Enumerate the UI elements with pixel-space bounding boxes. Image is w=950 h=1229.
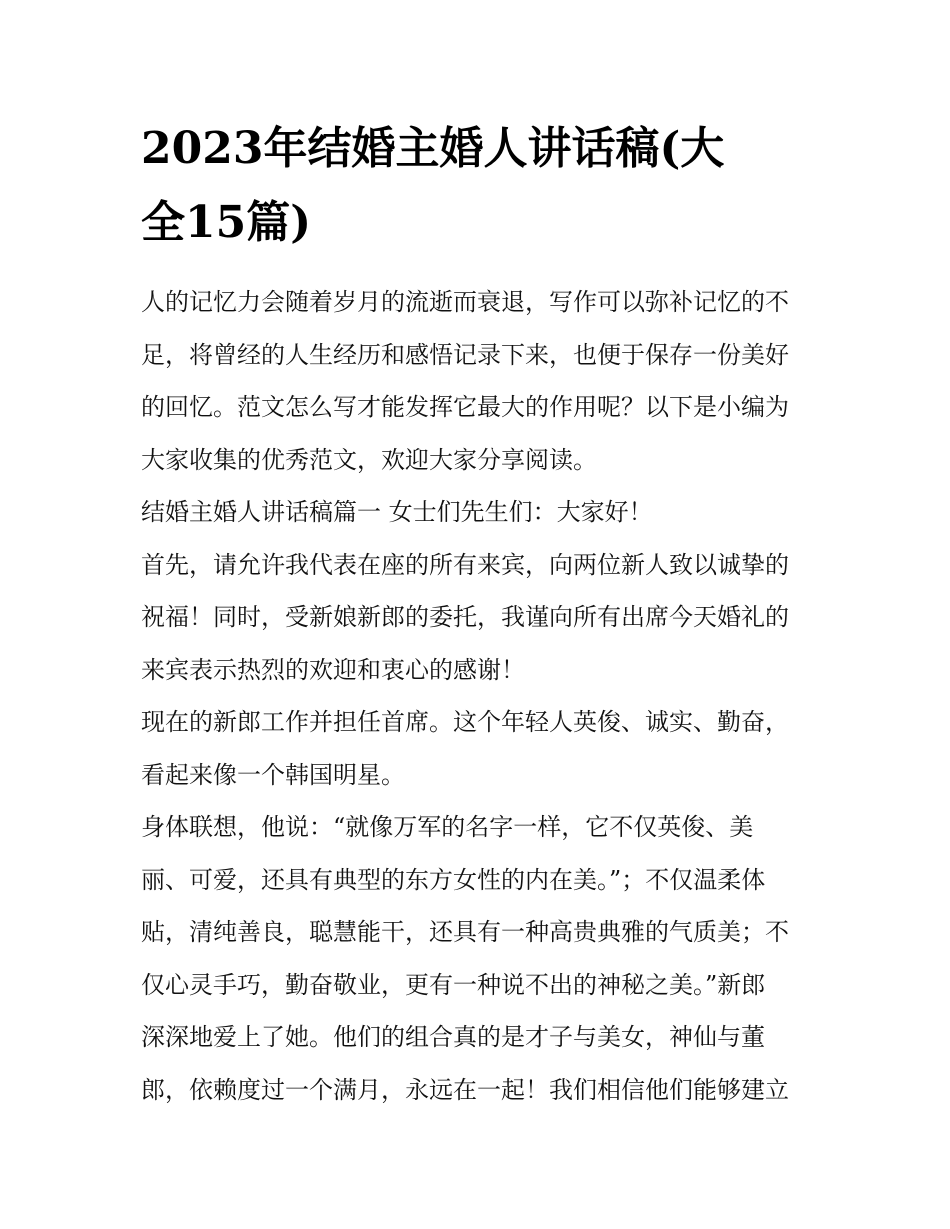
intro-paragraph xyxy=(141,276,813,486)
text-line: 现在的新郎工作并担任首席。这个年轻人英俊、诚实、勤奋， xyxy=(141,708,789,736)
document-page xyxy=(141,112,813,1116)
document-body xyxy=(141,276,813,1116)
title-line-1: 2023年结婚主婚人讲话稿(大 xyxy=(141,123,725,174)
text-line: 丽、可爱，还具有典型的东方女性的内在美。”；不仅温柔体 xyxy=(141,865,766,894)
text-line: 的回忆。范文怎么写才能发挥它最大的作用呢？以下是小编为 xyxy=(141,393,789,421)
text-line: 贴，清纯善良，聪慧能干，还具有一种高贵典雅的气质美；不 xyxy=(141,918,789,946)
greeting-paragraph xyxy=(141,539,813,697)
text-line: 看起来像一个韩国明星。 xyxy=(141,760,405,789)
text-line: 身体联想，他说：“就像万军的名字一样，它不仅英俊、美 xyxy=(141,813,754,841)
text-line: 首先，请允许我代表在座的所有来宾，向两位新人致以诚挚的 xyxy=(141,550,789,579)
text-line: 来宾表示热烈的欢迎和衷心的感谢！ xyxy=(141,655,525,684)
text-line: 大家收集的优秀范文，欢迎大家分享阅读。 xyxy=(141,445,597,474)
section-heading-paragraph xyxy=(141,486,813,539)
document-title xyxy=(141,112,813,260)
text-line: 人的记忆力会随着岁月的流逝而衰退，写作可以弥补记忆的不 xyxy=(141,288,789,316)
title-line-2: 全15篇) xyxy=(141,197,312,248)
text-line: 郎，依赖度过一个满月，永远在一起！我们相信他们能够建立 xyxy=(141,1075,789,1104)
text-line: 祝福！同时，受新娘新郎的委托，我谨向所有出席今天婚礼的 xyxy=(141,603,789,631)
groom-paragraph xyxy=(141,696,813,801)
bride-paragraph xyxy=(141,801,813,1116)
text-line: 结婚主婚人讲话稿篇一 女士们先生们：大家好！ xyxy=(141,498,653,526)
text-line: 足，将曾经的人生经历和感悟记录下来，也便于保存一份美好 xyxy=(141,340,789,369)
text-line: 深深地爱上了她。他们的组合真的是才子与美女，神仙与董 xyxy=(141,1023,765,1051)
text-line: 仅心灵手巧，勤奋敬业，更有一种说不出的神秘之美。”新郎 xyxy=(141,970,766,999)
